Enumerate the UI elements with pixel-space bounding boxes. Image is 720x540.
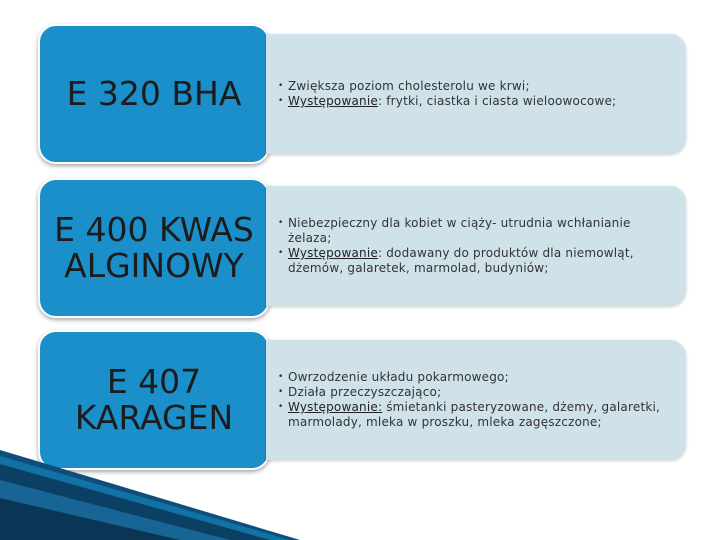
detail-bullet: • Owrzodzenie układu pokarmowego;	[278, 370, 674, 385]
additive-label-box	[38, 24, 270, 164]
detail-bullet: • Występowanie: dodawany do produktów dla niemowląt, dżemów, galaretek, marmolad, budyniów;	[278, 246, 674, 276]
detail-bullet-list	[278, 79, 616, 109]
occurrence-keyword: Występowanie	[288, 94, 378, 108]
detail-bullet-list	[278, 370, 674, 430]
additive-label-box	[38, 178, 270, 318]
occurrence-keyword: Występowanie	[288, 246, 378, 260]
additive-label-line: E 400 KWAS	[54, 209, 254, 249]
detail-bullet: • Zwiększa poziom cholesterolu we krwi;	[278, 79, 616, 94]
detail-bullet: • Niebezpieczny dla kobiet w ciąży- utrudnia wchłanianie żelaza;	[278, 216, 674, 246]
additive-label-line: ALGINOWY	[64, 246, 244, 285]
additive-detail-box	[266, 340, 686, 460]
corner-swoosh-decoration	[0, 440, 300, 540]
detail-bullet-list	[278, 216, 674, 276]
additive-label-line: E 407	[106, 361, 202, 401]
additive-label-line: E 320 BHA	[66, 73, 242, 113]
detail-bullet: • Występowanie: śmietanki pasteryzowane, dżemy, galaretki, marmolady, mleka w proszku, mleka zagęszczone;	[278, 400, 674, 430]
additive-detail-box	[266, 34, 686, 154]
additive-detail-box	[266, 186, 686, 306]
detail-bullet: • Występowanie: frytki, ciastka i ciasta wieloowocowe;	[278, 94, 616, 109]
additive-label-line: KARAGEN	[74, 398, 234, 437]
detail-bullet: • Działa przeczyszczająco;	[278, 385, 674, 400]
occurrence-keyword: Występowanie:	[288, 400, 383, 414]
